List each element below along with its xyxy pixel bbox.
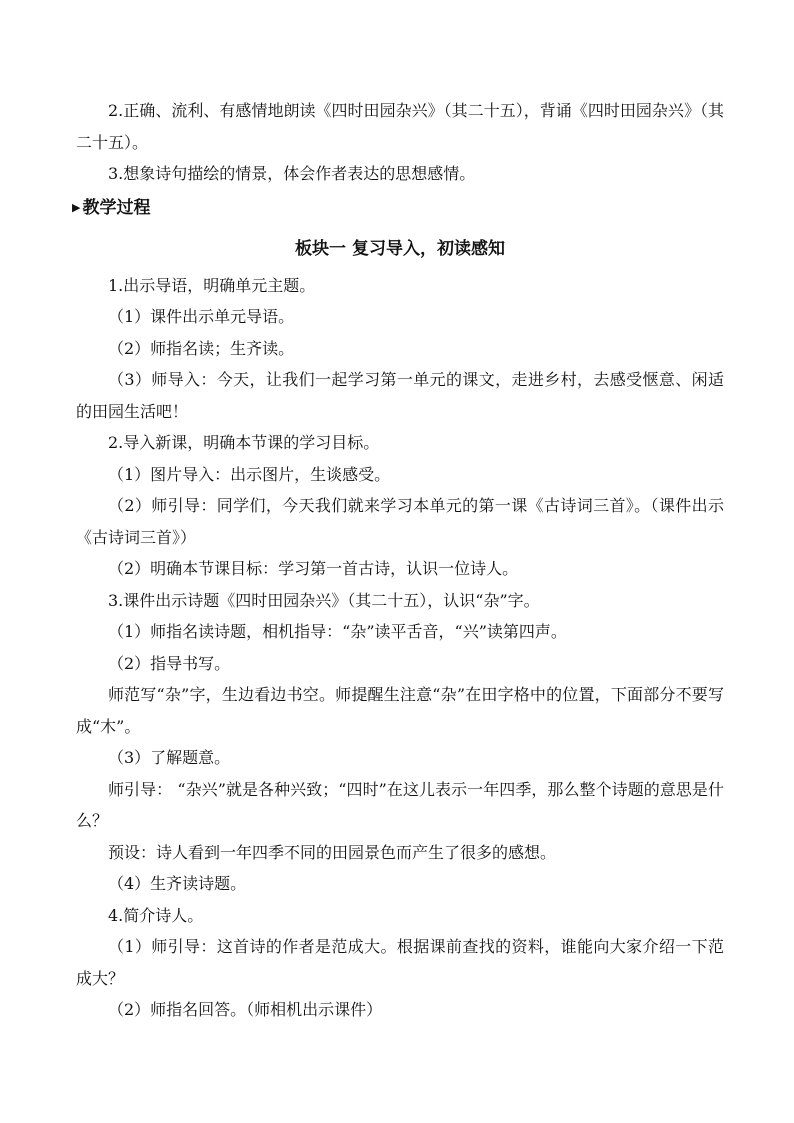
paragraph: （1）课件出示单元导语。 [108, 307, 295, 326]
paragraph: （1）师指名读诗题，相机指导：“杂”读平舌音，“兴”读第四声。 [108, 622, 567, 641]
document-body [72, 95, 724, 1026]
paragraph: 预设：诗人看到一年四季不同的田园景色而产生了很多的感想。 [108, 842, 557, 862]
paragraph: 3.课件出示诗题《四时田园杂兴》（其二十五），认识“杂”字。 [108, 590, 540, 610]
section-heading-text: 教学过程 [82, 197, 151, 218]
paragraph: （1）师引导：这首诗的作者是范成大。根据课前查找的资料，谁能向大家介绍一下范成大？ [76, 937, 724, 988]
paragraph: （2）明确本节课目标：学习第一首古诗，认识一位诗人。 [108, 559, 519, 578]
paragraph: 师范写“杂”字，生边看边书空。师提醒生注意“杂”在田字格中的位置，下面部分不要写成“木”。 [76, 685, 724, 736]
section-heading [72, 190, 724, 228]
paragraph: （1）图片导入：出示图片，生谈感受。 [108, 464, 391, 484]
paragraph: （3）了解题意。 [108, 748, 231, 767]
objective-3: 3.想象诗句描绘的情景，体会作者表达的思想感情。 [108, 164, 476, 183]
triangle-bullet-icon: ▶ [72, 200, 81, 214]
paragraph: 师引导： “杂兴”就是各种兴致；“四时”在这儿表示一年四季，那么整个诗题的意思是什么？ [76, 779, 724, 830]
paragraph: 1.出示导语，明确单元主题。 [108, 275, 316, 295]
block-heading: 板块一 复习导入，初读感知 [295, 238, 505, 259]
paragraph: （4）生齐读诗题。 [108, 874, 247, 893]
paragraph: 2.导入新课，明确本节课的学习目标。 [108, 433, 380, 452]
paragraph: （3）师导入：今天，让我们一起学习第一单元的课文，走进乡村，去感受惬意、闲适的田园生活吧！ [76, 370, 724, 421]
paragraph: （2）指导书写。 [108, 653, 231, 673]
paragraph: （2）师引导：同学们，今天我们就来学习本单元的第一课《古诗词三首》。（课件出示《古诗词三首》） [76, 496, 724, 547]
objective-2: 2.正确、流利、有感情地朗读《四时田园杂兴》（其二十五），背诵《四时田园杂兴》（其二十五）。 [76, 101, 724, 152]
paragraph: 4.简介诗人。 [108, 905, 204, 925]
paragraph: （2）师指名读；生齐读。 [108, 338, 295, 358]
paragraph: （2）师指名回答。（师相机出示课件） [108, 1000, 383, 1019]
